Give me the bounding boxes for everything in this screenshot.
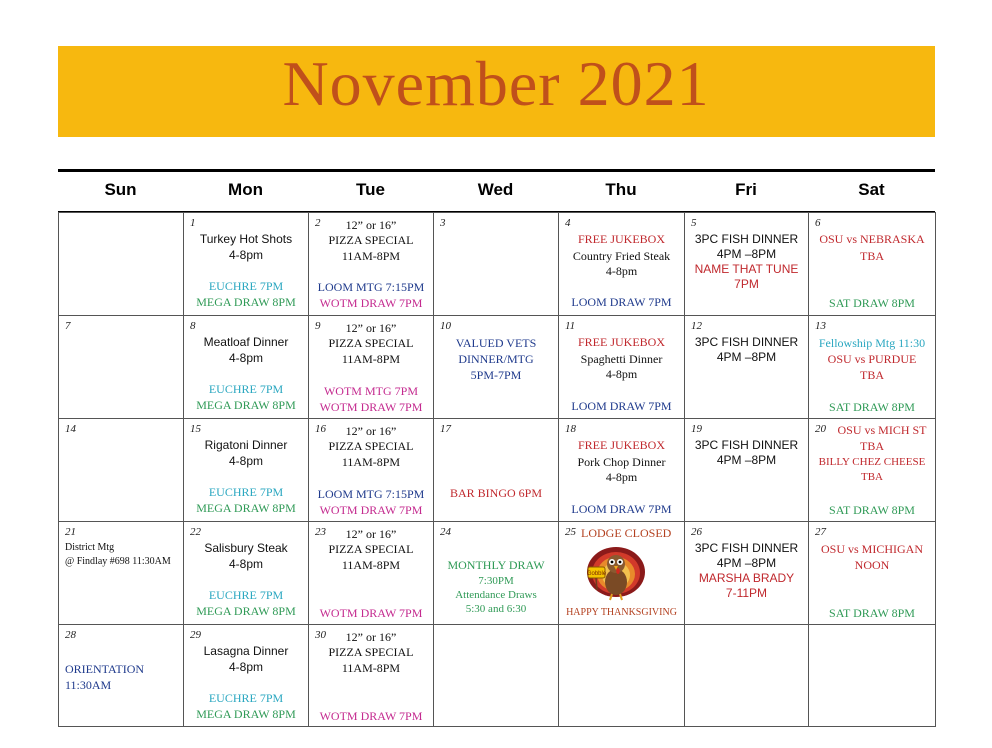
day-number: 19 bbox=[691, 423, 702, 435]
day-number: 14 bbox=[65, 423, 76, 435]
event-line: @ Findlay #698 11:30AM bbox=[65, 556, 171, 567]
event-line: Pork Chop Dinner bbox=[577, 455, 666, 469]
day-cell-13 bbox=[809, 316, 936, 419]
event-line: 7:30PM bbox=[478, 575, 514, 587]
day-number: 5 bbox=[691, 217, 697, 229]
day-cell-25 bbox=[559, 522, 685, 625]
day-cell-26 bbox=[685, 522, 809, 625]
event-line: SAT DRAW 8PM bbox=[829, 400, 915, 414]
day-number: 16 bbox=[315, 423, 326, 435]
day-cell-7 bbox=[59, 316, 184, 419]
event-line: 12” or 16” bbox=[345, 321, 397, 335]
day-cell-20 bbox=[809, 419, 936, 522]
event-line: TBA bbox=[860, 368, 884, 382]
event-line: LOOM MTG 7:15PM bbox=[317, 487, 425, 501]
event-line: EUCHRE 7PM bbox=[208, 485, 284, 499]
event-line: SAT DRAW 8PM bbox=[829, 503, 915, 517]
event-line: BAR BINGO 6PM bbox=[449, 486, 542, 500]
day-cell-23 bbox=[309, 522, 434, 625]
event-line: Rigatoni Dinner bbox=[204, 438, 288, 452]
event-line: PIZZA SPECIAL bbox=[328, 233, 414, 247]
day-cell-18 bbox=[559, 419, 685, 522]
day-header-sat: Sat bbox=[858, 180, 885, 199]
day-cell-16 bbox=[309, 419, 434, 522]
event-line: 4-8pm bbox=[605, 264, 638, 278]
day-cell-22 bbox=[184, 522, 309, 625]
event-line: WOTM DRAW 7PM bbox=[319, 606, 423, 620]
event-line: EUCHRE 7PM bbox=[208, 279, 284, 293]
event-line: LOOM DRAW 7PM bbox=[571, 502, 672, 516]
event-line: WOTM DRAW 7PM bbox=[319, 296, 423, 310]
event-line: Lasagna Dinner bbox=[203, 644, 289, 658]
day-number: 6 bbox=[815, 217, 821, 229]
day-number: 1 bbox=[190, 217, 196, 229]
event-line: 4PM –8PM bbox=[716, 556, 777, 570]
event-line: PIZZA SPECIAL bbox=[328, 645, 414, 659]
day-cell-2 bbox=[309, 213, 434, 316]
day-number: 11 bbox=[565, 320, 576, 332]
event-line: Salisbury Steak bbox=[204, 541, 288, 555]
event-line: 5:30 and 6:30 bbox=[465, 603, 527, 615]
turkey-icon bbox=[585, 542, 647, 602]
day-number: 23 bbox=[315, 526, 326, 538]
event-line: 7PM bbox=[734, 277, 759, 291]
day-number: 17 bbox=[440, 423, 451, 435]
day-cell-27 bbox=[809, 522, 936, 625]
event-line: MEGA DRAW 8PM bbox=[196, 398, 296, 412]
event-line: VALUED VETS bbox=[455, 336, 537, 350]
event-line: 3PC FISH DINNER bbox=[694, 438, 799, 452]
event-line: 4-8pm bbox=[228, 454, 263, 468]
day-number: 24 bbox=[440, 526, 451, 538]
event-line: 7-11PM bbox=[725, 586, 768, 600]
day-cell-11 bbox=[559, 316, 685, 419]
day-cell-empty bbox=[434, 625, 559, 727]
event-line: LODGE CLOSED bbox=[581, 526, 672, 540]
calendar-title: November 2021 bbox=[282, 48, 710, 119]
event-line: SAT DRAW 8PM bbox=[829, 296, 915, 310]
event-line: 12” or 16” bbox=[345, 424, 397, 438]
event-line: Turkey Hot Shots bbox=[199, 232, 293, 246]
event-line: PIZZA SPECIAL bbox=[328, 439, 414, 453]
event-line: WOTM DRAW 7PM bbox=[319, 400, 423, 414]
event-line: Country Fried Steak bbox=[572, 249, 671, 263]
event-line: ORIENTATION bbox=[65, 662, 145, 676]
day-cell-empty bbox=[59, 213, 184, 316]
event-line: LOOM MTG 7:15PM bbox=[317, 280, 425, 294]
event-line: 11AM-8PM bbox=[341, 558, 401, 572]
gobble-sign-text: Gobble bbox=[586, 571, 607, 577]
day-cell-5 bbox=[685, 213, 809, 316]
event-line: NAME THAT TUNE bbox=[694, 262, 799, 276]
day-cell-19 bbox=[685, 419, 809, 522]
event-line: SAT DRAW 8PM bbox=[829, 606, 915, 620]
event-line: NOON bbox=[854, 558, 890, 572]
event-line: Spaghetti Dinner bbox=[580, 352, 663, 366]
event-line: MEGA DRAW 8PM bbox=[196, 501, 296, 515]
day-cell-29 bbox=[184, 625, 309, 727]
day-cell-24 bbox=[434, 522, 559, 625]
day-number: 18 bbox=[565, 423, 576, 435]
day-cell-empty bbox=[685, 625, 809, 727]
event-line: WOTM DRAW 7PM bbox=[319, 709, 423, 723]
day-cell-empty bbox=[559, 625, 685, 727]
day-number: 26 bbox=[691, 526, 702, 538]
event-line: EUCHRE 7PM bbox=[208, 588, 284, 602]
event-line: OSU vs NEBRASKA bbox=[819, 232, 925, 246]
event-line: LOOM DRAW 7PM bbox=[571, 399, 672, 413]
event-line: TBA bbox=[860, 439, 884, 453]
event-line: EUCHRE 7PM bbox=[208, 382, 284, 396]
event-line: TBA bbox=[860, 249, 884, 263]
event-line: MEGA DRAW 8PM bbox=[196, 295, 296, 309]
event-line: LOOM DRAW 7PM bbox=[571, 295, 672, 309]
day-number: 4 bbox=[565, 217, 571, 229]
day-number: 29 bbox=[190, 629, 201, 641]
event-line: DINNER/MTG bbox=[458, 352, 534, 366]
event-line: BILLY CHEZ CHEESE bbox=[818, 456, 926, 468]
day-cell-6 bbox=[809, 213, 936, 316]
event-line: 4-8pm bbox=[605, 470, 638, 484]
day-number: 7 bbox=[65, 320, 71, 332]
day-number: 10 bbox=[440, 320, 451, 332]
event-line: District Mtg bbox=[65, 542, 115, 553]
event-line: OSU vs PURDUE bbox=[827, 352, 917, 366]
day-cell-17 bbox=[434, 419, 559, 522]
event-line: 5PM-7PM bbox=[470, 368, 522, 382]
day-number: 27 bbox=[815, 526, 826, 538]
day-number: 21 bbox=[65, 526, 76, 538]
event-line: MARSHA BRADY bbox=[698, 571, 795, 585]
day-cell-14 bbox=[59, 419, 184, 522]
day-header-thu: Thu bbox=[605, 180, 637, 199]
event-line: 4PM –8PM bbox=[716, 350, 777, 364]
event-line: FREE JUKEBOX bbox=[577, 438, 665, 452]
event-line: 4PM –8PM bbox=[716, 453, 777, 467]
event-line: FREE JUKEBOX bbox=[577, 335, 665, 349]
day-cell-3 bbox=[434, 213, 559, 316]
event-line: FREE JUKEBOX bbox=[577, 232, 665, 246]
day-number: 30 bbox=[315, 629, 326, 641]
day-cell-15 bbox=[184, 419, 309, 522]
day-number: 22 bbox=[190, 526, 201, 538]
day-number: 20 bbox=[815, 423, 826, 435]
day-header-mon: Mon bbox=[228, 180, 263, 199]
event-line: WOTM MTG 7PM bbox=[323, 384, 418, 398]
day-number: 28 bbox=[65, 629, 76, 641]
event-line: 3PC FISH DINNER bbox=[694, 335, 799, 349]
event-line: 4-8pm bbox=[228, 557, 263, 571]
event-line: TBA bbox=[861, 471, 883, 483]
event-line: 3PC FISH DINNER bbox=[694, 541, 799, 555]
day-header-wed: Wed bbox=[477, 180, 514, 199]
event-line: Attendance Draws bbox=[455, 589, 537, 601]
day-number: 25 bbox=[565, 526, 576, 538]
event-line: 11AM-8PM bbox=[341, 249, 401, 263]
day-number: 13 bbox=[815, 320, 826, 332]
event-line: 11AM-8PM bbox=[341, 661, 401, 675]
day-cell-30 bbox=[309, 625, 434, 727]
event-line: 4-8pm bbox=[228, 660, 263, 674]
event-line: 11:30AM bbox=[65, 678, 112, 692]
event-line: 11AM-8PM bbox=[341, 455, 401, 469]
event-line: 4-8pm bbox=[605, 367, 638, 381]
event-line: PIZZA SPECIAL bbox=[328, 336, 414, 350]
day-cell-12 bbox=[685, 316, 809, 419]
day-header-sun: Sun bbox=[104, 180, 137, 199]
event-line: 4PM –8PM bbox=[716, 247, 777, 261]
event-line: HAPPY THANKSGIVING bbox=[566, 607, 677, 618]
calendar-grid bbox=[58, 212, 936, 727]
day-cell-10 bbox=[434, 316, 559, 419]
day-number: 8 bbox=[190, 320, 196, 332]
event-line: OSU vs MICH ST bbox=[837, 423, 927, 437]
event-line: Fellowship Mtg 11:30 bbox=[818, 336, 926, 350]
day-cell-empty bbox=[809, 625, 936, 727]
header-top-rule bbox=[58, 169, 935, 172]
event-line: EUCHRE 7PM bbox=[208, 691, 284, 705]
day-cell-1 bbox=[184, 213, 309, 316]
day-number: 3 bbox=[440, 217, 446, 229]
event-line: PIZZA SPECIAL bbox=[328, 542, 414, 556]
day-header-tue: Tue bbox=[356, 180, 385, 199]
event-line: OSU vs MICHIGAN bbox=[820, 542, 923, 556]
day-cell-21 bbox=[59, 522, 184, 625]
event-line: 4-8pm bbox=[228, 351, 263, 365]
event-line: WOTM DRAW 7PM bbox=[319, 503, 423, 517]
day-cell-4 bbox=[559, 213, 685, 316]
event-line: 12” or 16” bbox=[345, 630, 397, 644]
day-cell-9 bbox=[309, 316, 434, 419]
event-line: Meatloaf Dinner bbox=[203, 335, 289, 349]
day-number: 9 bbox=[315, 320, 321, 332]
event-line: 11AM-8PM bbox=[341, 352, 401, 366]
event-line: 4-8pm bbox=[228, 248, 263, 262]
event-line: MONTHLY DRAW bbox=[447, 558, 545, 572]
event-line: MEGA DRAW 8PM bbox=[196, 604, 296, 618]
event-line: 3PC FISH DINNER bbox=[694, 232, 799, 246]
day-cell-28 bbox=[59, 625, 184, 727]
day-cell-8 bbox=[184, 316, 309, 419]
event-line: 12” or 16” bbox=[345, 527, 397, 541]
day-header-fri: Fri bbox=[735, 180, 757, 199]
day-number: 15 bbox=[190, 423, 201, 435]
day-number: 2 bbox=[315, 217, 321, 229]
event-line: MEGA DRAW 8PM bbox=[196, 707, 296, 721]
event-line: 12” or 16” bbox=[345, 218, 397, 232]
day-number: 12 bbox=[691, 320, 702, 332]
